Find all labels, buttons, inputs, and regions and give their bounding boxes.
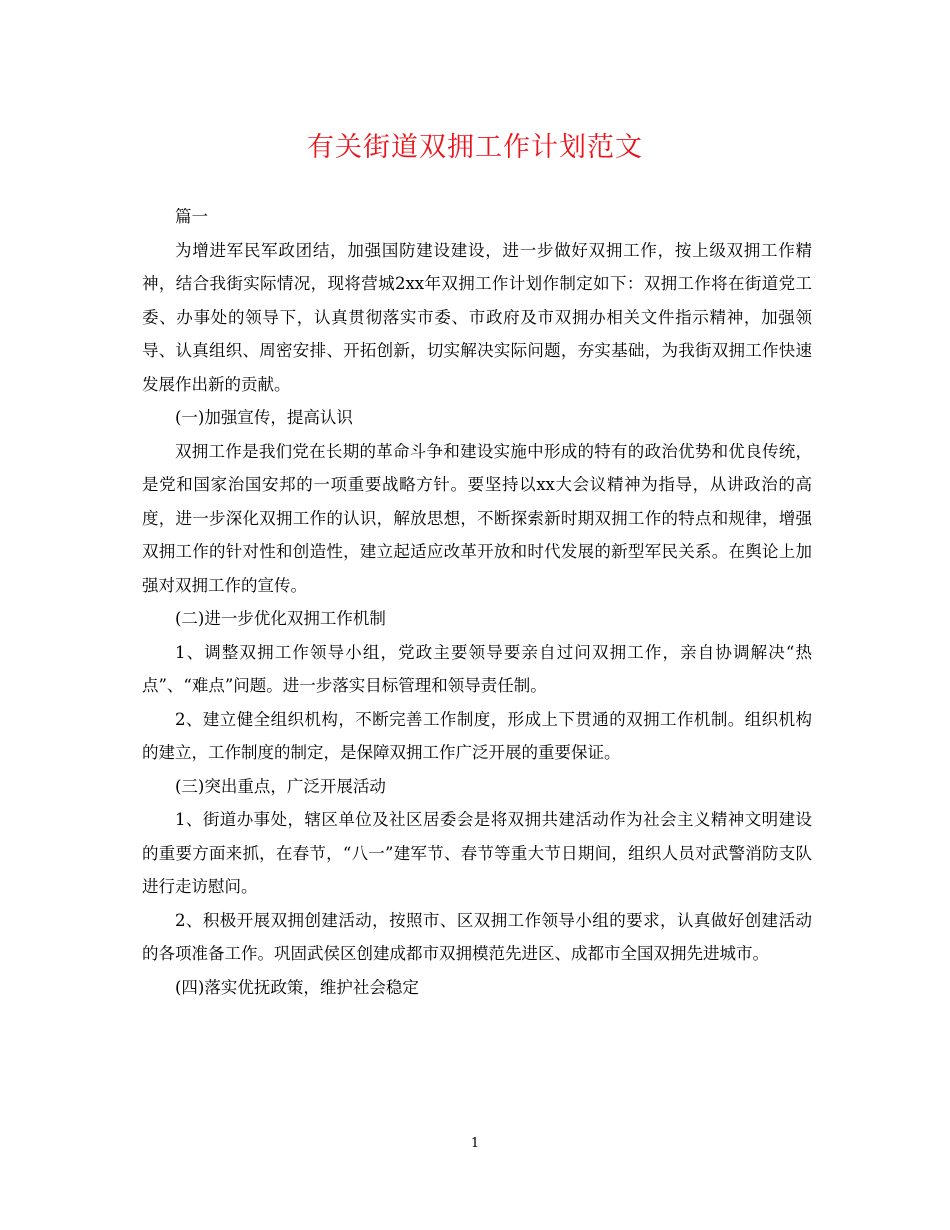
body-paragraph: 双拥工作是我们党在长期的革命斗争和建设实施中形成的特有的政治优势和优良传统，是党和国家治国安邦的一项重要战略方针。要坚持以xx大会议精神为指导，从讲政治的高度，进一步深化双拥工作的认识，解放思想，不断探索新时期双拥工作的特点和规律，增强双拥工作的针对性和创造性，建立起适应改革开放和时代发展的新型军民关系。在舆论上加强对双拥工作的宣传。 bbox=[142, 441, 812, 595]
body-paragraph: 2、建立健全组织机构，不断完善工作制度，形成上下贯通的双拥工作机制。组织机构的建立，工作制度的制定，是保障双拥工作广泛开展的重要保证。 bbox=[142, 709, 812, 762]
section-heading: (三)突出重点，广泛开展活动 bbox=[175, 776, 386, 796]
document-title: 有关街道双拥工作计划范文 bbox=[307, 132, 643, 163]
section-heading: (二)进一步优化双拥工作机制 bbox=[175, 609, 386, 628]
section-heading: (一)加强宣传，提高认识 bbox=[175, 408, 353, 427]
body-paragraph: 1、调整双拥工作领导小组，党政主要领导要亲自过问双拥工作，亲自协调解决“热点”、“难点”问题。进一步落实目标管理和领导责任制。 bbox=[142, 642, 812, 695]
body-paragraph: 2、积极开展双拥创建活动，按照市、区双拥工作领导小组的要求，认真做好创建活动的各项准备工作。巩固武侯区创建成都市双拥模范先进区、成都市全国双拥先进城市。 bbox=[142, 910, 812, 963]
document-body bbox=[142, 200, 812, 1004]
body-paragraph: 1、街道办事处，辖区单位及社区居委会是将双拥共建活动作为社会主义精神文明建设的重要方面来抓，在春节，“八一”建军节、春节等重大节日期间，组织人员对武警消防支队进行走访慰问。 bbox=[142, 810, 812, 896]
section-heading: (四)落实优抚政策，维护社会稳定 bbox=[175, 977, 419, 997]
body-paragraph: 为增进军民军政团结，加强国防建设建设，进一步做好双拥工作，按上级双拥工作精神，结合我街实际情况，现将营城2xx年双拥工作计划作制定如下：双拥工作将在街道党工委、办事处的领导下，认真贯彻落实市委、市政府及市双拥办相关文件指示精神，加强领导、认真组织、周密安排、开拓创新，切实解决实际问题，夯实基础，为我街双拥工作快速发展作出新的贡献。 bbox=[142, 240, 812, 394]
section-label: 篇一 bbox=[175, 207, 208, 226]
page-number: 1 bbox=[470, 1136, 480, 1151]
